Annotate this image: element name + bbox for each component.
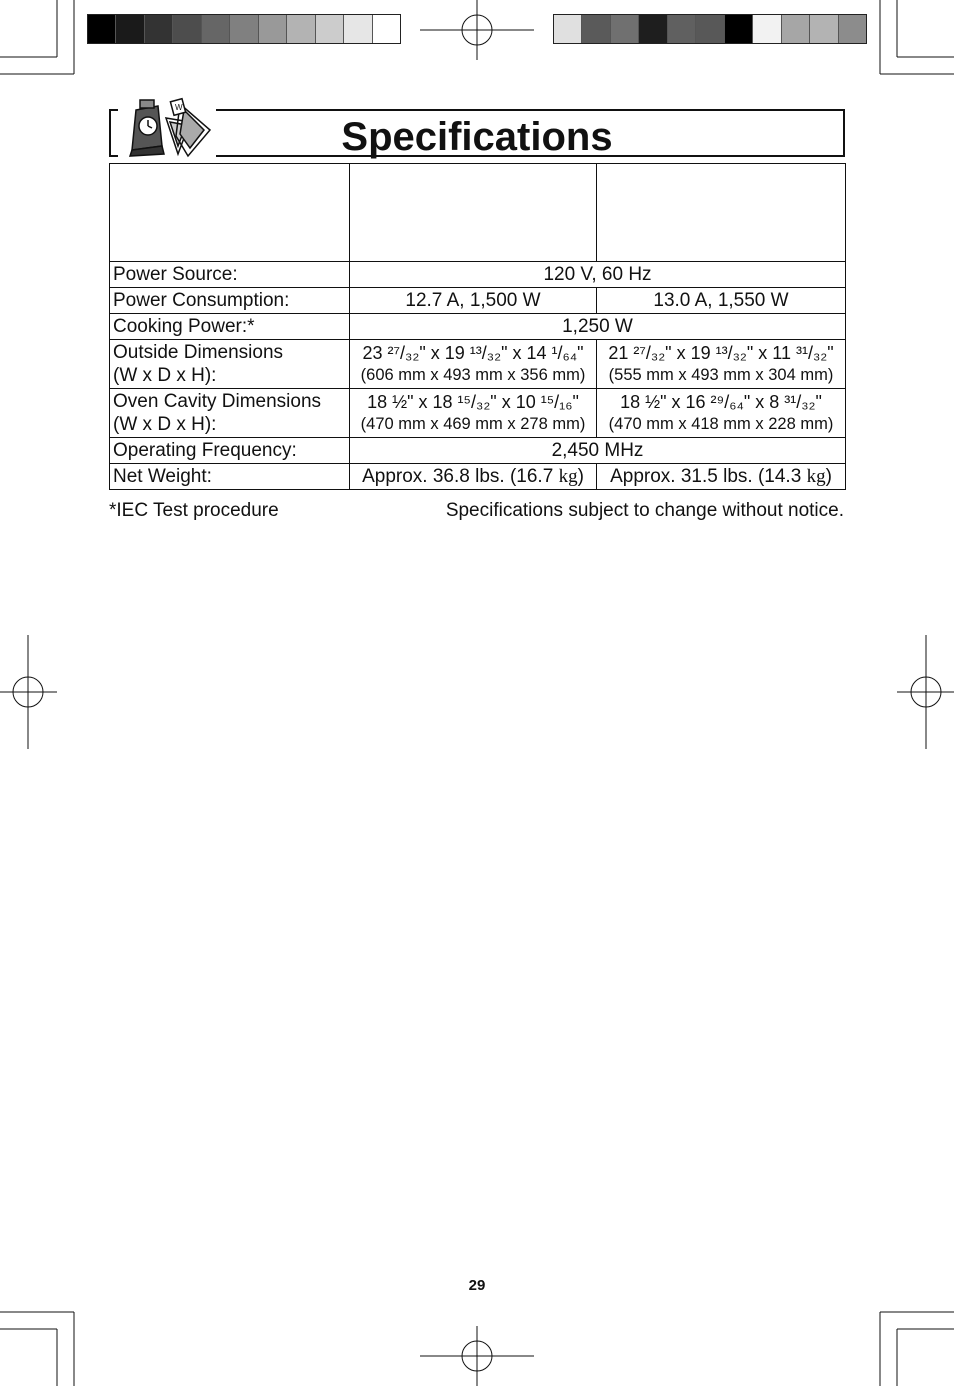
value-mm: (470 mm x 469 mm x 278 mm)	[360, 415, 586, 433]
value-inches: 21 ²⁷/₃₂" x 19 ¹³/₃₂" x 11 ³¹/₃₂"	[608, 343, 834, 363]
row-value: 2,450 MHz	[350, 438, 846, 464]
table-row	[110, 389, 846, 438]
row-label: Power Source:	[110, 262, 350, 288]
swatch	[230, 15, 258, 43]
swatch	[145, 15, 173, 43]
swatch	[582, 15, 610, 43]
swatch	[639, 15, 667, 43]
table-row	[110, 438, 846, 464]
swatch	[810, 15, 838, 43]
value-text: )	[577, 466, 584, 487]
value-inches: 18 ½" x 16 ²⁹/₆₄" x 8 ³¹/₃₂"	[620, 392, 822, 412]
row-value	[597, 340, 846, 389]
value-unit: kg	[806, 466, 826, 487]
kitchen-tools-icon	[118, 96, 216, 160]
table-row	[110, 314, 846, 340]
row-value	[597, 389, 846, 438]
row-label-line: Oven Cavity Dimensions	[113, 391, 322, 412]
row-value	[597, 464, 846, 490]
value-mm: (555 mm x 493 mm x 304 mm)	[608, 366, 834, 384]
swatch	[782, 15, 810, 43]
row-label-line: (W x D x H):	[113, 365, 217, 386]
svg-text:W: W	[175, 103, 183, 112]
value-inches: 18 ½" x 18 ¹⁵/₃₂" x 10 ¹⁵/₁₆"	[367, 392, 579, 412]
swatch	[344, 15, 372, 43]
swatch	[259, 15, 287, 43]
table-header-row	[110, 164, 846, 262]
swatch	[316, 15, 344, 43]
swatch	[839, 15, 866, 43]
table-row	[110, 262, 846, 288]
row-value: 1,250 W	[350, 314, 846, 340]
row-value: 120 V, 60 Hz	[350, 262, 846, 288]
swatch	[668, 15, 696, 43]
footnote-disclaimer: Specifications subject to change without notice.	[445, 500, 844, 521]
row-value	[350, 340, 597, 389]
row-label-line: Outside Dimensions	[113, 342, 284, 363]
row-label: Cooking Power:*	[110, 314, 350, 340]
swatch	[611, 15, 639, 43]
row-value: 12.7 A, 1,500 W	[350, 288, 597, 314]
swatch	[202, 15, 230, 43]
swatch	[88, 15, 116, 43]
value-text: Approx. 36.8 lbs. (16.7	[362, 466, 559, 487]
title-band	[109, 109, 845, 157]
swatch	[116, 15, 144, 43]
swatch	[287, 15, 315, 43]
value-unit: kg	[558, 466, 578, 487]
swatch	[554, 15, 582, 43]
header-cell	[597, 164, 846, 262]
value-text: Approx. 31.5 lbs. (14.3	[610, 466, 807, 487]
row-label-line: (W x D x H):	[113, 414, 217, 435]
page-title: Specifications	[341, 115, 613, 159]
swatch	[696, 15, 724, 43]
row-label	[110, 340, 350, 389]
row-value	[350, 389, 597, 438]
value-mm: (606 mm x 493 mm x 356 mm)	[360, 366, 586, 384]
row-label: Operating Frequency:	[110, 438, 350, 464]
footnote-iec: *IEC Test procedure	[109, 500, 279, 521]
row-value: 13.0 A, 1,550 W	[597, 288, 846, 314]
specifications-table	[109, 163, 846, 490]
table-row	[110, 340, 846, 389]
row-label	[110, 389, 350, 438]
swatch	[753, 15, 781, 43]
row-label: Net Weight:	[110, 464, 350, 490]
swatch	[725, 15, 753, 43]
header-cell	[350, 164, 597, 262]
swatch-bar-right	[553, 14, 867, 44]
value-text: )	[825, 466, 832, 487]
table-row	[110, 288, 846, 314]
row-label: Power Consumption:	[110, 288, 350, 314]
page-number: 29	[468, 1277, 486, 1294]
swatch	[373, 15, 400, 43]
header-cell	[110, 164, 350, 262]
value-mm: (470 mm x 418 mm x 228 mm)	[608, 415, 834, 433]
row-value	[350, 464, 597, 490]
swatch-bar-left	[87, 14, 401, 44]
swatch	[173, 15, 201, 43]
table-row	[110, 464, 846, 490]
value-inches: 23 ²⁷/₃₂" x 19 ¹³/₃₂" x 14 ¹/₆₄"	[362, 343, 584, 363]
